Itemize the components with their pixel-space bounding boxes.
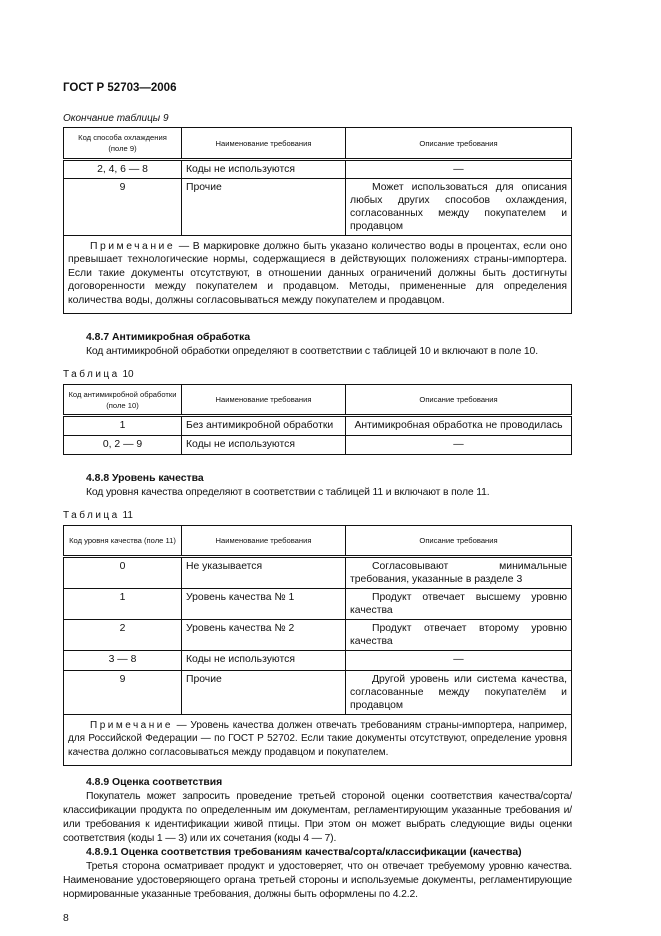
note-text: — В маркировке должно быть указано количество воды в процентах, если оно превышает технологические нормы, содержащиеся в действующих положениях страны-импортера. Если такие документы отсутствуют, в отношении данных ограничений должны быть достигнуты договоренности между покупателем и продавцом. Методы, примененные для определения количества воды, должны согласовываться между покупателем и продавцом. xyxy=(68,241,567,306)
cell: 9 xyxy=(64,671,182,715)
cell: 2 xyxy=(64,620,182,651)
col-header: Наименование требования xyxy=(182,526,346,557)
section-heading: 4.8.7 Антимикробная обработка xyxy=(86,332,251,344)
note-label: Примечание xyxy=(90,720,173,732)
table-row xyxy=(64,671,572,715)
cell: — xyxy=(346,160,572,179)
table-row xyxy=(64,651,572,671)
document-page xyxy=(63,81,572,926)
table-note-row xyxy=(64,236,572,314)
cell: 0 xyxy=(64,557,182,589)
table-row xyxy=(64,179,572,236)
col-header: Код способа охлаждения (поле 9) xyxy=(64,128,182,160)
section-heading: 4.8.9 Оценка соответствия xyxy=(86,777,223,789)
table-row xyxy=(64,620,572,651)
table-10 xyxy=(63,384,572,455)
cell: Не указывается xyxy=(182,557,346,589)
section-heading: 4.8.9.1 Оценка соответствия требованиям качества/сорта/классификации (качества) xyxy=(86,847,522,859)
cell: 1 xyxy=(64,416,182,436)
table9-caption: Окончание таблицы 9 xyxy=(63,113,169,124)
cell: Коды не используются xyxy=(182,160,346,179)
note-text: — Уровень качества должен отвечать требованиям страны-импортера, например, для Российской Федерации — по ГОСТ Р 52702. Если такие документы отсутствуют, определение уровня качества должно согласовываться между продавцом и покупателем. xyxy=(68,720,567,758)
paragraph: Третья сторона осматривает продукт и удостоверяет, что он отвечает требуемому уровню качества. Наименование удостоверяющего органа третьей стороны и используемые документы, регламентирующие нормированные указанные требования, должны быть оформлены по 4.2.2. xyxy=(63,861,572,901)
table-11 xyxy=(63,525,572,766)
col-header: Наименование требования xyxy=(182,385,346,416)
cell: Прочие xyxy=(182,671,346,715)
cell: 3 — 8 xyxy=(64,651,182,671)
cell: Продукт отвечает высшему уровню качества xyxy=(346,589,572,620)
table-note-row xyxy=(64,715,572,766)
cell: — xyxy=(346,436,572,455)
cell: Без антимикробной обработки xyxy=(182,416,346,436)
col-header: Код уровня качества (поле 11) xyxy=(64,526,182,557)
document-header: ГОСТ Р 52703—2006 xyxy=(63,82,177,94)
cell: 1 xyxy=(64,589,182,620)
table-row xyxy=(64,436,572,455)
cell: Другой уровень или система качества, согласованные между покупателём и продавцом xyxy=(346,671,572,715)
cell: 9 xyxy=(64,179,182,236)
table-row xyxy=(64,416,572,436)
paragraph: Код уровня качества определяют в соответствии с таблицей 11 и включают в поле 11. xyxy=(86,487,490,499)
table-row xyxy=(64,557,572,589)
cell: Коды не используются xyxy=(182,651,346,671)
paragraph: Покупатель может запросить проведение третьей стороной оценки соответствия качества/сорта/классификации продукта по определенным им документам, регламентирующим указанные требования и/или требования к идентификации живой птицы. При этом он может выбрать следующие виды оценки соответствия (коды 1 — 3) или их сочетания (коды 4 — 7). xyxy=(63,791,572,845)
table10-caption-num: 10 xyxy=(119,369,134,381)
cell: Продукт отвечает второму уровню качества xyxy=(346,620,572,651)
table11-caption-num: 11 xyxy=(119,510,133,522)
cell: Уровень качества № 2 xyxy=(182,620,346,651)
section-heading: 4.8.8 Уровень качества xyxy=(86,473,204,485)
table-9 xyxy=(63,127,572,314)
col-header: Описание требования xyxy=(346,526,572,557)
col-header: Описание требования xyxy=(346,385,572,416)
col-header: Описание требования xyxy=(346,128,572,160)
col-header: Наименование требования xyxy=(182,128,346,160)
cell: Антимикробная обработка не проводилась xyxy=(346,416,572,436)
note-label: Примечание xyxy=(90,241,176,252)
cell: — xyxy=(346,651,572,671)
page-number: 8 xyxy=(63,913,69,925)
cell: 0, 2 — 9 xyxy=(64,436,182,455)
cell: Может использоваться для описания любых других способов охлаждения, согласованных между покупателем и продавцом xyxy=(346,179,572,236)
col-header: Код антимикробной обработки (поле 10) xyxy=(64,385,182,416)
cell: Уровень качества № 1 xyxy=(182,589,346,620)
paragraph: Код антимикробной обработки определяют в соответствии с таблицей 10 и включают в поле 10. xyxy=(86,346,538,358)
cell: Согласовывают минимальные требования, указанные в разделе 3 xyxy=(346,557,572,589)
table-row xyxy=(64,589,572,620)
table10-caption-label: Таблица xyxy=(63,369,120,381)
cell: Коды не используются xyxy=(182,436,346,455)
cell: 2, 4, 6 — 8 xyxy=(64,160,182,179)
cell: Прочие xyxy=(182,179,346,236)
table11-caption-label: Таблица xyxy=(63,510,120,522)
table-row xyxy=(64,160,572,179)
